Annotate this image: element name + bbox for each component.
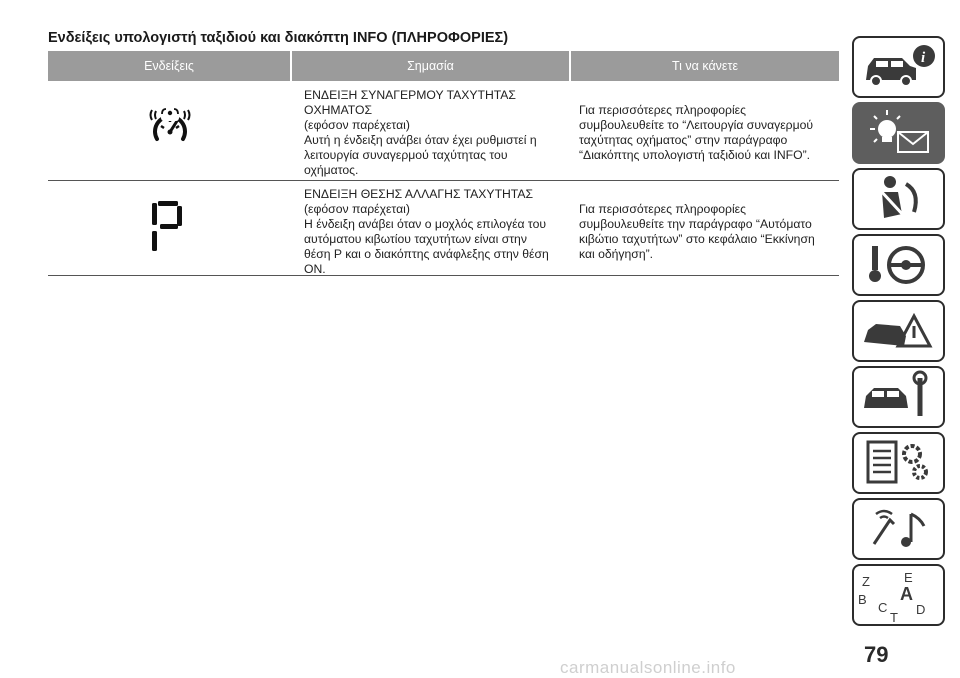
gear-shift-p-icon: [148, 199, 188, 255]
sidebar-item-emergency[interactable]: [852, 300, 945, 362]
meaning-text: ΕΝΔΕΙΞΗ ΘΕΣΗΣ ΑΛΛΑΓΗΣ ΤΑΧΥΤΗΤΑΣ (εφόσον παρέχεται) Η ένδειξη ανάβει όταν ο μοχλός επιλογέα του αυτόματου κιβωτίου ταχυτήτων είναι στην θέση P και ο διακόπτης ανάφλεξης στην θέση ON.: [304, 187, 549, 276]
sidebar-item-technical-data[interactable]: [852, 432, 945, 494]
alphabet-index-icon: [854, 566, 943, 624]
page-title: Ενδείξεις υπολογιστή ταξιδιού και διακόπτη INFO (ΠΛΗΡΟΦΟΡΙΕΣ): [48, 30, 509, 46]
page-number: 79: [864, 642, 889, 667]
index-letter: T: [890, 610, 898, 624]
data-gears-icon: [854, 434, 943, 492]
index-letter: E: [904, 570, 913, 585]
index-letter: Z: [862, 574, 870, 589]
car-info-icon: [854, 38, 943, 96]
index-letter: A: [900, 584, 913, 604]
car-accident-warning-icon: [854, 302, 943, 360]
action-text: Για περισσότερες πληροφορίες συμβουλευθείτε την παράγραφο “Αυτόματο κιβώτιο ταχυτήτων” στο κεφάλαιο “Εκκίνηση και οδήγηση”.: [579, 202, 815, 261]
indicator-cell: [48, 181, 288, 275]
sidebar-item-multimedia[interactable]: [852, 498, 945, 560]
index-letter: C: [878, 600, 888, 615]
header-indications: Ενδείξεις: [48, 51, 292, 81]
table-row: [48, 82, 839, 181]
seatbelt-airbag-icon: [854, 170, 943, 228]
speed-limiter-warning-icon: [148, 104, 192, 148]
header-action: Τι να κάνετε: [671, 59, 739, 73]
meaning-text: ΕΝΔΕΙΞΗ ΣΥΝΑΓΕΡΜΟΥ ΤΑΧΥΤΗΤΑΣ ΟΧΗΜΑΤΟΣ (εφόσον παρέχεται) Αυτή η ένδειξη ανάβει όταν έχει ρυθμιστεί η λειτουργία συναγερμού ταχύτητας του οχήματος.: [304, 88, 537, 177]
sidebar-item-maintenance[interactable]: [852, 366, 945, 428]
table-header: [48, 51, 839, 81]
car-tools-icon: [854, 368, 943, 426]
svg-text:i: i: [921, 50, 926, 66]
index-letter: B: [858, 592, 867, 607]
sidebar-item-starting[interactable]: [852, 234, 945, 296]
table-row: [48, 181, 839, 276]
key-steering-wheel-icon: [854, 236, 943, 294]
indicator-cell: [48, 82, 288, 180]
sidebar-item-safety[interactable]: [852, 168, 945, 230]
sidebar-item-index[interactable]: [852, 564, 945, 626]
header-meaning: Σημασία: [292, 51, 571, 81]
index-letter: D: [916, 602, 926, 617]
sidebar-item-warning-lights[interactable]: [852, 102, 945, 164]
watermark: carmanualsonline.info: [560, 658, 736, 677]
warning-light-message-icon: [854, 104, 943, 162]
sidebar-item-car-info[interactable]: [852, 36, 945, 98]
multimedia-icon: [854, 500, 943, 558]
action-text: Για περισσότερες πληροφορίες συμβουλευθείτε το “Λειτουργία συναγερμού ταχύτητας οχήματος” στην παράγραφο “Διακόπτης υπολογιστή ταξιδιού και INFO”.: [579, 103, 814, 162]
